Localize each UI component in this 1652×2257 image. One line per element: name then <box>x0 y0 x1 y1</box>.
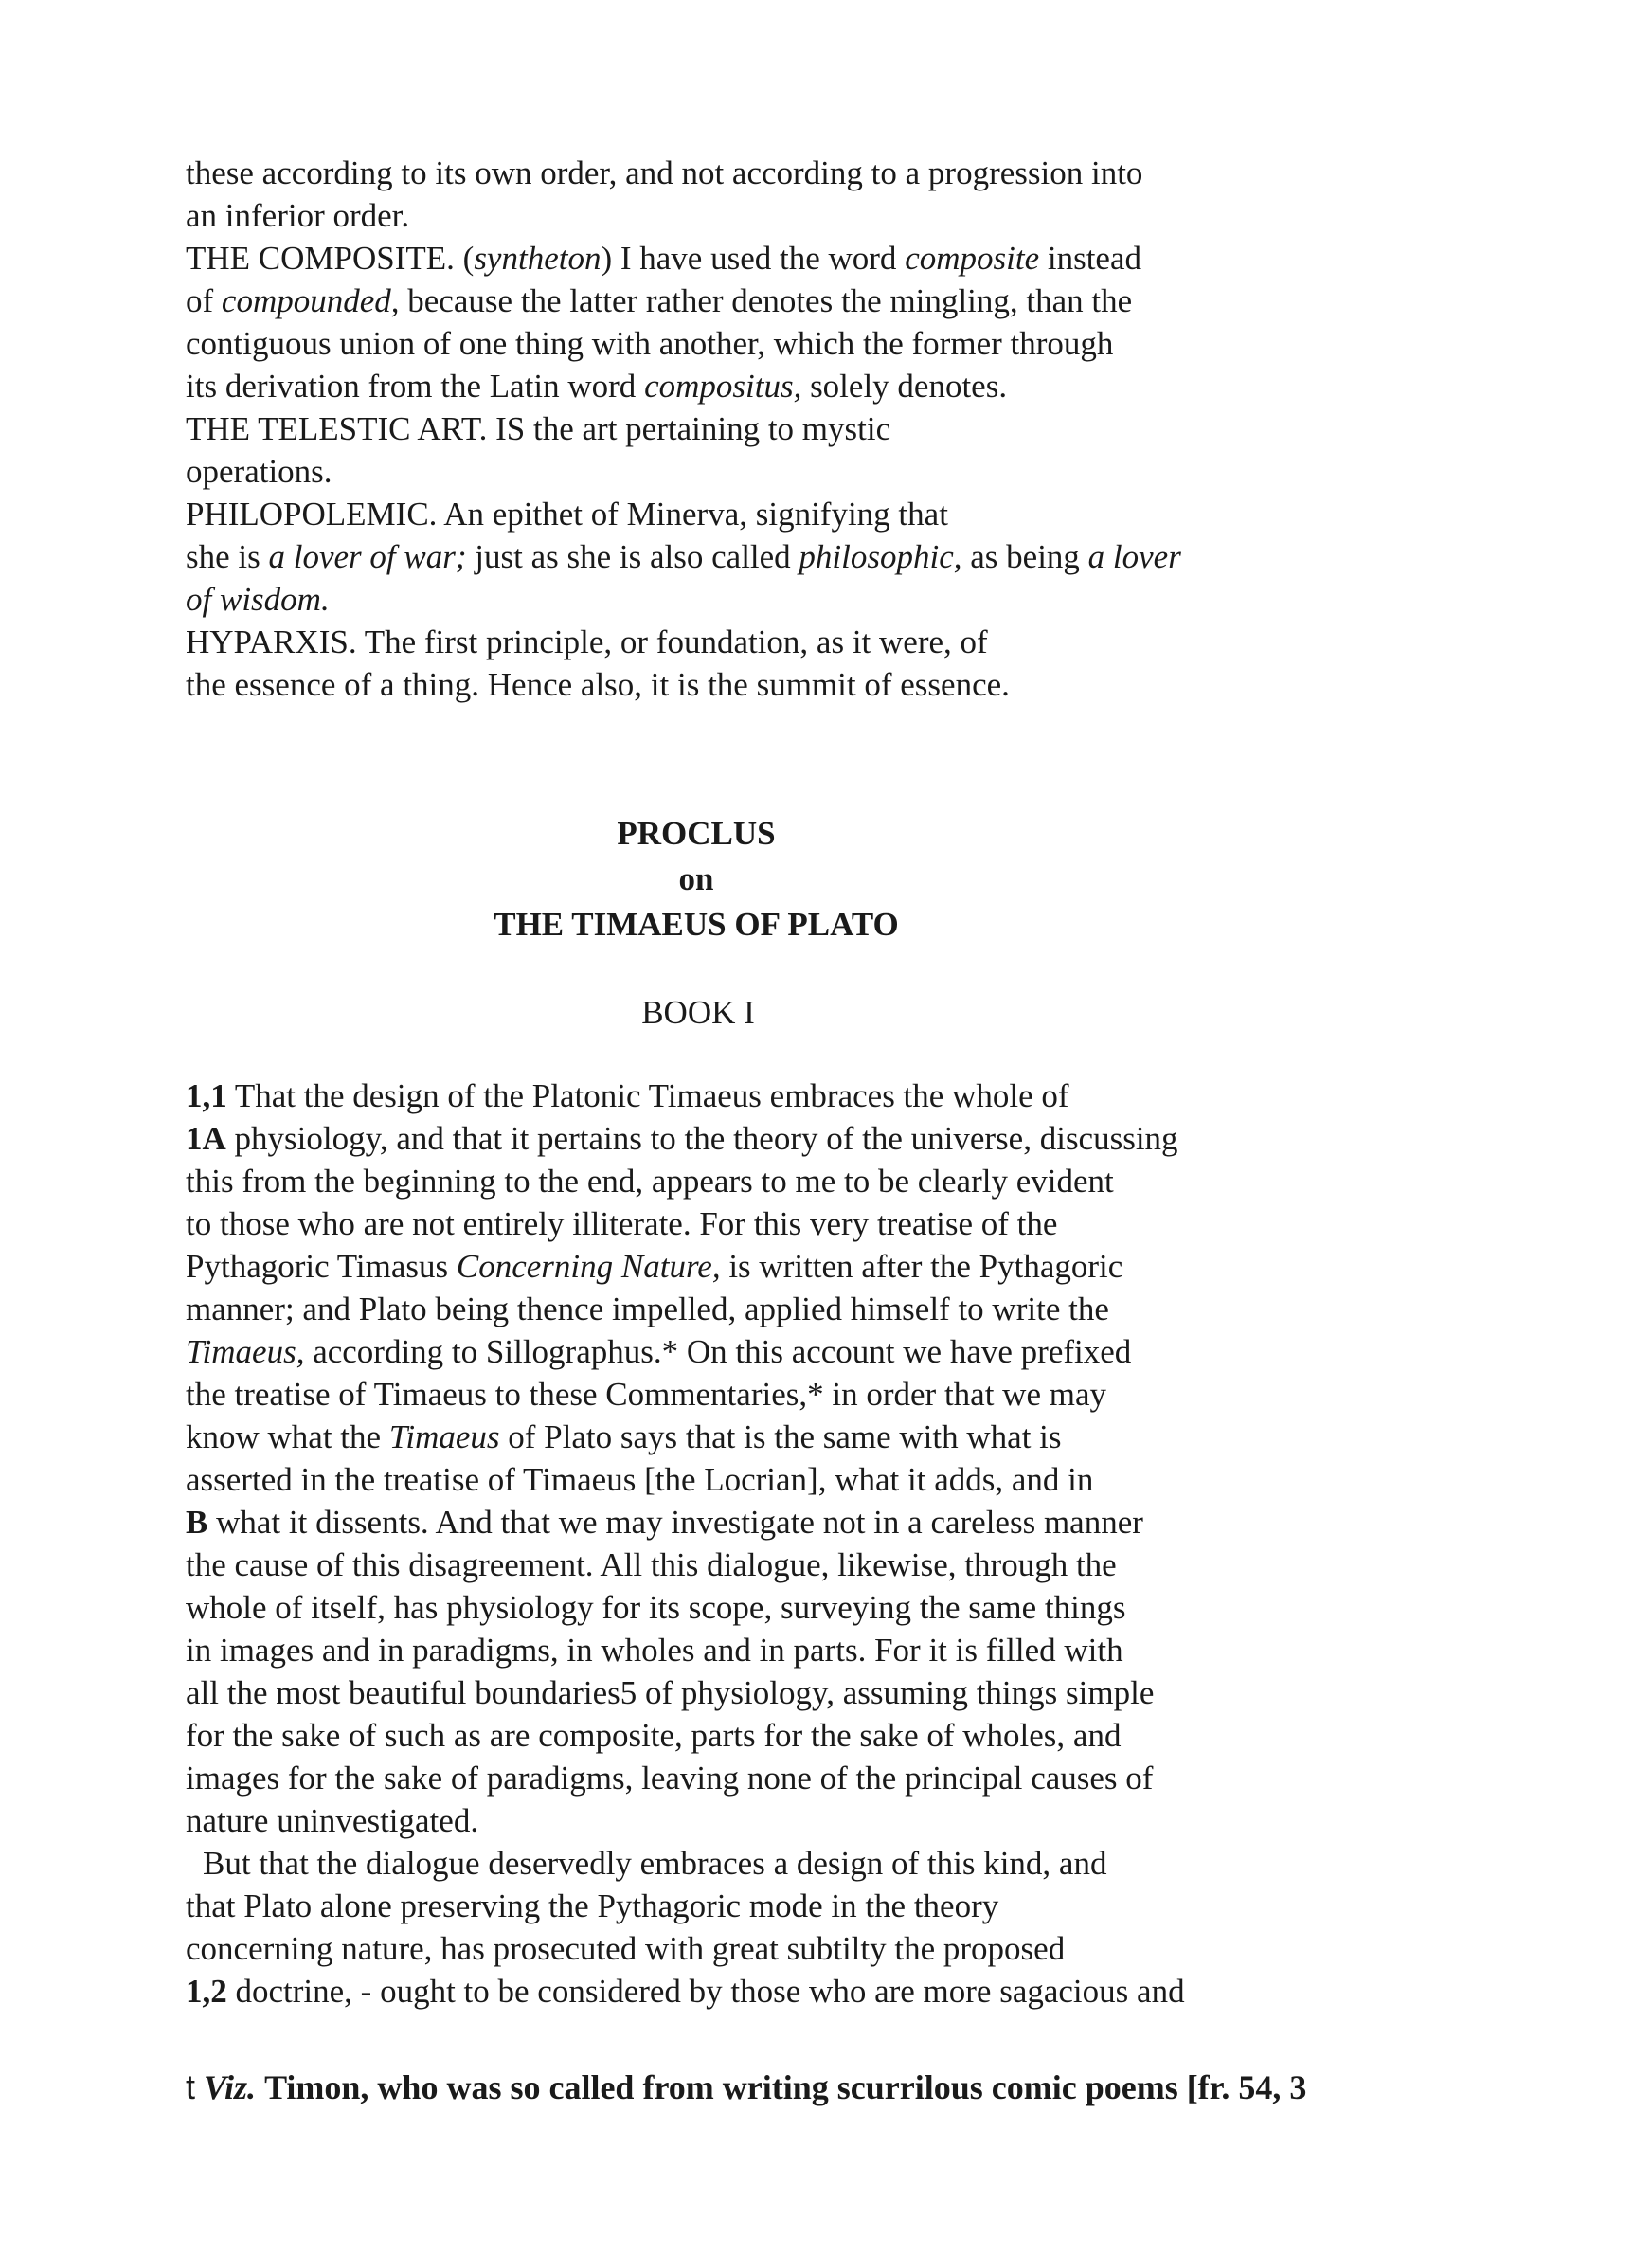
text-run: these according to its own order, and not according to a progression into <box>186 154 1143 191</box>
body-line <box>186 1416 1512 1458</box>
text-run: operations. <box>186 453 332 490</box>
glossary-line <box>186 322 1512 365</box>
body-line <box>186 1671 1512 1714</box>
text-run: she is <box>186 538 269 575</box>
glossary-line <box>186 493 1512 535</box>
footnote <box>186 2066 1306 2109</box>
title-proclus: PROCLUS <box>617 815 776 852</box>
body-line <box>186 1885 1512 1927</box>
text-run: THE TELESTIC ART. IS the art pertaining to mystic <box>186 410 891 447</box>
text-run: according to Sillographus.* On this account we have prefixed <box>304 1333 1132 1370</box>
footnote-text: Timon, who was so called from writing scurrilous comic poems [fr. 54, 3 <box>264 2068 1307 2106</box>
body-line <box>186 1586 1512 1629</box>
glossary-line <box>186 407 1512 450</box>
text-run: an inferior order. <box>186 197 410 234</box>
glossary-line <box>186 450 1512 493</box>
body-line <box>186 1714 1512 1757</box>
text-run: But that the dialogue deservedly embraces a design of this kind, and <box>203 1845 1107 1882</box>
text-run: the treatise of Timaeus to these Commentaries,* in order that we may <box>186 1376 1107 1413</box>
italic-phrase: syntheton <box>474 240 602 277</box>
footnote-viz: Viz. <box>204 2068 257 2106</box>
text-run: whole of itself, has physiology for its scope, surveying the same things <box>186 1589 1126 1626</box>
italic-phrase: philosophic, <box>799 538 962 575</box>
body-line <box>186 1330 1512 1373</box>
italic-phrase: a lover of war; <box>268 538 467 575</box>
body-line <box>186 1074 1512 1117</box>
text-run: doctrine, - ought to be considered by those who are more sagacious and <box>226 1973 1185 2010</box>
glossary-section <box>186 152 1512 706</box>
italic-phrase: compositus, <box>644 368 802 405</box>
italic-phrase: composite <box>905 240 1040 277</box>
glossary-line <box>186 194 1512 237</box>
title-timaeus: THE TIMAEUS OF PLATO <box>494 906 899 943</box>
marginal-reference: 1,2 <box>186 1973 227 2010</box>
body-line <box>186 1245 1512 1288</box>
glossary-line <box>186 280 1512 322</box>
text-run: Pythagoric Timasus <box>186 1248 457 1285</box>
glossary-line <box>186 578 1512 621</box>
glossary-line <box>186 152 1512 194</box>
text-run: just as she is also called <box>466 538 799 575</box>
body-line <box>186 1544 1512 1586</box>
text-run: manner; and Plato being thence impelled, applied himself to write the <box>186 1291 1109 1327</box>
glossary-line <box>186 535 1512 578</box>
text-run: what it dissents. And that we may investigate not in a careless manner <box>207 1504 1143 1541</box>
marginal-reference: 1,1 <box>186 1077 227 1114</box>
text-run: the essence of a thing. Hence also, it is the summit of essence. <box>186 666 1010 703</box>
body-line <box>186 1501 1512 1544</box>
body-line <box>186 1799 1512 1842</box>
text-run: as being <box>961 538 1088 575</box>
text-run: asserted in the treatise of Timaeus [the Locrian], what it adds, and in <box>186 1461 1094 1498</box>
text-run: all the most beautiful boundaries5 of physiology, assuming things simple <box>186 1674 1155 1711</box>
marginal-reference: 1A <box>186 1120 226 1157</box>
italic-phrase: compounded, <box>221 282 400 319</box>
body-line <box>186 1288 1512 1330</box>
text-run: ) I have used the word <box>601 240 906 277</box>
body-text-section <box>186 1074 1512 2013</box>
text-run: HYPARXIS. The first principle, or foundation, as it were, of <box>186 623 988 660</box>
text-run: to those who are not entirely illiterate. For this very treatise of the <box>186 1205 1058 1242</box>
italic-phrase: Timaeus, <box>186 1333 305 1370</box>
text-run: contiguous union of one thing with another, which the former through <box>186 325 1114 362</box>
marginal-reference: B <box>186 1504 208 1541</box>
italic-phrase: a lover <box>1087 538 1181 575</box>
glossary-line <box>186 621 1512 663</box>
body-line <box>186 1458 1512 1501</box>
text-run: this from the beginning to the end, appears to me to be clearly evident <box>186 1163 1114 1200</box>
text-run: PHILOPOLEMIC. An epithet of Minerva, signifying that <box>186 496 948 533</box>
glossary-line <box>186 237 1512 280</box>
text-run: nature uninvestigated. <box>186 1802 479 1839</box>
body-line <box>186 1927 1512 1970</box>
text-run: physiology, and that it pertains to the theory of the universe, discussing <box>225 1120 1178 1157</box>
text-run: for the sake of such as are composite, parts for the sake of wholes, and <box>186 1717 1122 1754</box>
text-run: its derivation from the Latin word <box>186 368 645 405</box>
text-run: the cause of this disagreement. All this dialogue, likewise, through the <box>186 1546 1117 1583</box>
text-run: is written after the Pythagoric <box>720 1248 1123 1285</box>
book-heading: BOOK I <box>641 994 755 1031</box>
title-on: on <box>678 860 714 897</box>
body-line <box>186 1373 1512 1416</box>
body-line <box>186 1202 1512 1245</box>
text-run: instead <box>1039 240 1141 277</box>
text-run: concerning nature, has prosecuted with great subtilty the proposed <box>186 1930 1066 1967</box>
body-line <box>186 1117 1512 1160</box>
body-line <box>186 1757 1512 1799</box>
body-line <box>186 1970 1512 2013</box>
text-run: images for the sake of paradigms, leaving none of the principal causes of <box>186 1760 1154 1797</box>
text-run: because the latter rather denotes the mingling, than the <box>399 282 1133 319</box>
italic-phrase: Concerning Nature, <box>456 1248 721 1285</box>
body-line <box>186 1629 1512 1671</box>
footnote-marker: t <box>186 2067 196 2106</box>
text-run: THE COMPOSITE. ( <box>186 240 475 277</box>
text-run: solely denotes. <box>801 368 1008 405</box>
glossary-line <box>186 365 1512 407</box>
text-run: know what the <box>186 1418 389 1455</box>
text-run: in images and in paradigms, in wholes and in parts. For it is filled with <box>186 1632 1123 1669</box>
glossary-line <box>186 663 1512 706</box>
italic-phrase: Timaeus <box>388 1418 500 1455</box>
body-line <box>186 1160 1512 1202</box>
text-run: of <box>186 282 222 319</box>
text-run: That the design of the Platonic Timaeus embraces the whole of <box>226 1077 1069 1114</box>
text-run: that Plato alone preserving the Pythagoric mode in the theory <box>186 1887 999 1924</box>
text-run: of Plato says that is the same with what is <box>499 1418 1062 1455</box>
body-line <box>186 1842 1512 1885</box>
italic-phrase: of wisdom. <box>186 581 330 618</box>
